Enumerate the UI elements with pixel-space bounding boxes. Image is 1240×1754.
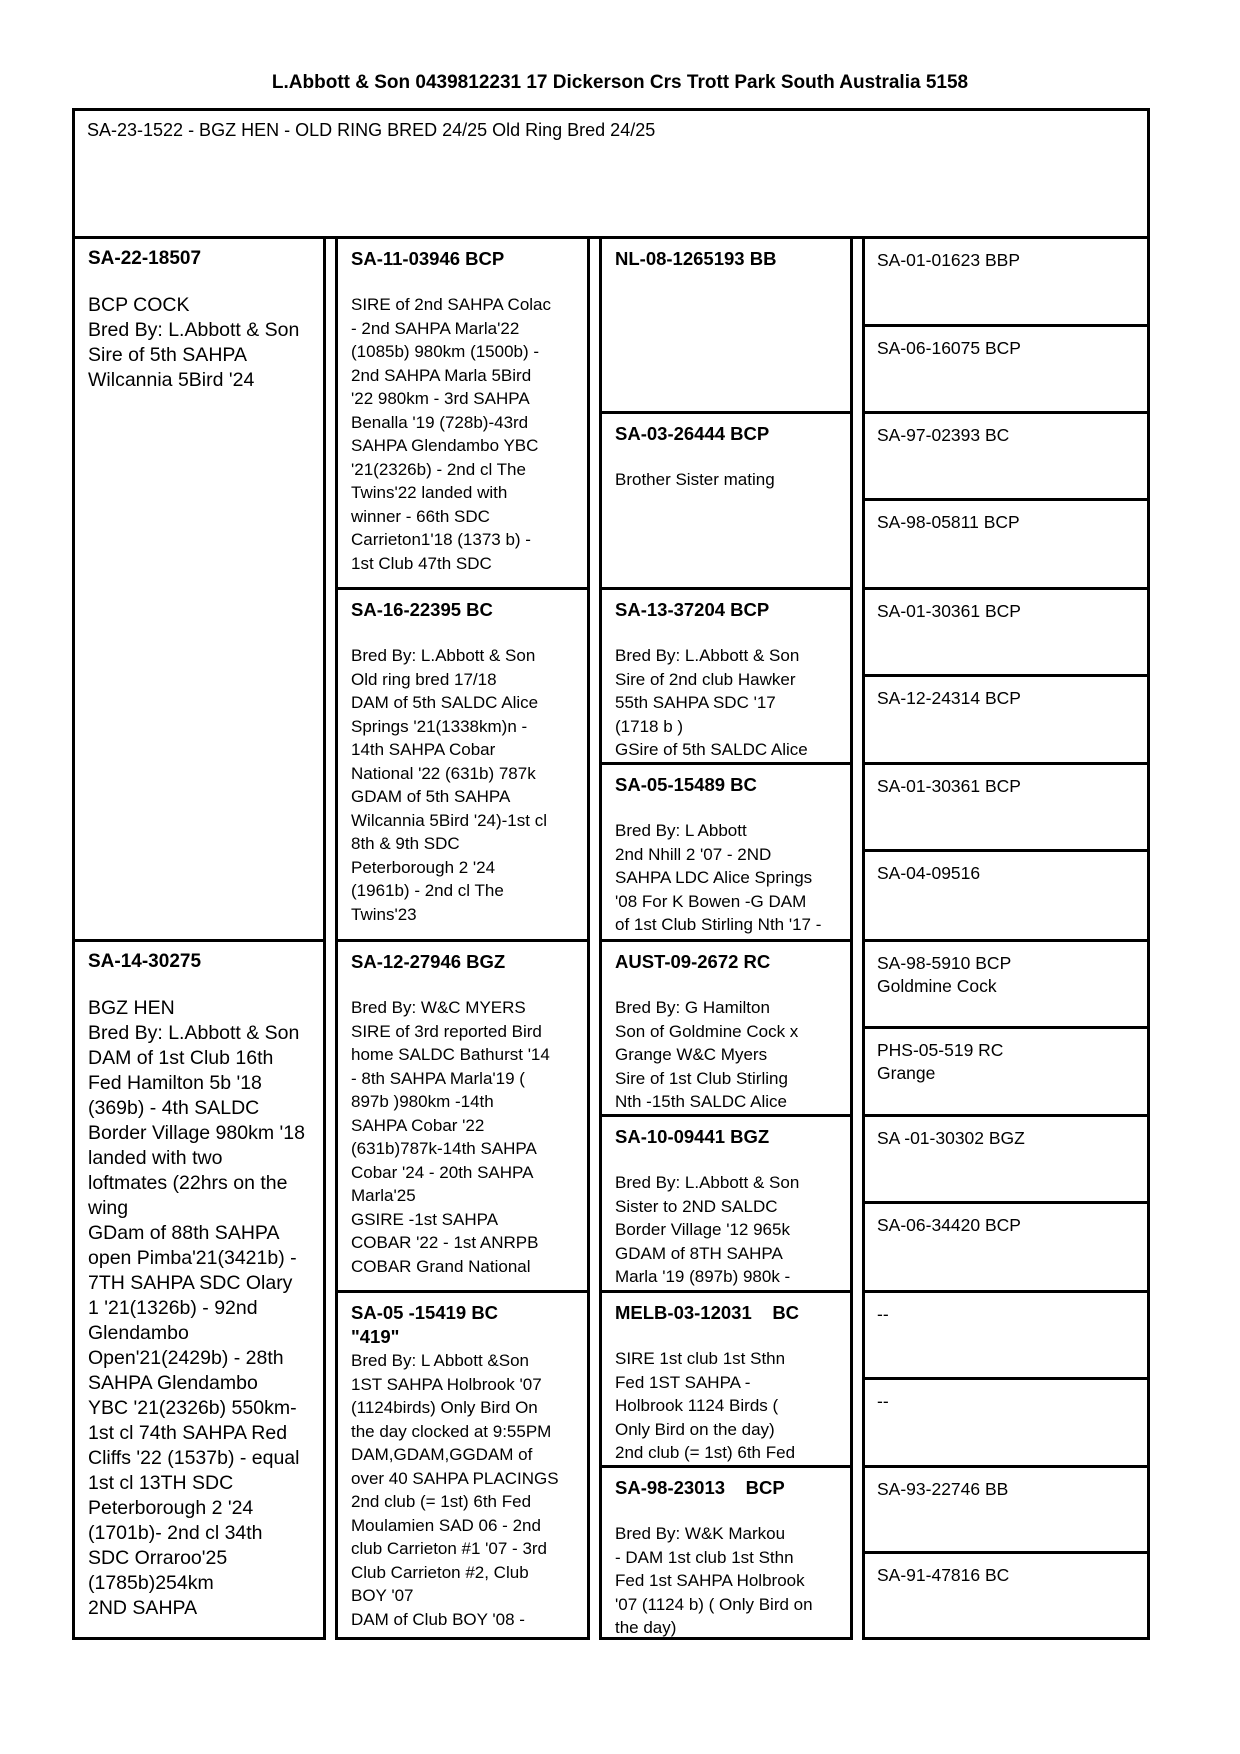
pedigree-ggg-parent <box>862 939 1150 1029</box>
ring-id: SA-16-22395 BC <box>351 599 493 620</box>
pedigree-grandparent <box>335 939 590 1293</box>
pedigree-ggg-parent <box>862 1290 1150 1380</box>
ring-id: SA-11-03946 BCP <box>351 248 505 269</box>
ring-id: SA-12-27946 BGZ <box>351 951 506 972</box>
page-title: L.Abbott & Son 0439812231 17 Dickerson Crs Trott Park South Australia 5158 <box>271 72 969 93</box>
ring-id: SA -01-30302 BGZ <box>877 1128 1025 1148</box>
ring-id: SA-06-34420 BCP <box>877 1215 1021 1235</box>
bird-description: BGZ HEN Bred By: L.Abbott & Son DAM of 1st Club 16th Fed Hamilton 5b '18 (369b) - 4th SALDC Border Village 980km '18 landed with two loftmates (22hrs on the wing GDam of 88th SAHPA open Pimba'21(3421b) - 7TH SAHPA SDC Olary 1 '21(1326b) - 92nd Glendambo Open'21(2429b) - 28th SAHPA Glendambo YBC '21(2326b) 550km- 1st cl 74th SAHPA Red Cliffs '22 (1537b) - equal 1st cl 13TH SDC Peterborough 2 '24 (1701b)- 2nd cl 34th SDC Orraroo'25 (1785b)254km 2ND SAHPA <box>88 997 305 1619</box>
pedigree-ggg-parent <box>862 1201 1150 1293</box>
subject-text: SA-23-1522 - BGZ HEN - OLD RING BRED 24/25 Old Ring Bred 24/25 <box>87 120 656 140</box>
pedigree-great-grandparent <box>599 587 853 765</box>
bird-description: Bred By: W&K Markou - DAM 1st club 1st Sthn Fed 1st SAHPA Holbrook '07 (1124 b) ( Only Bird on the day) <box>615 1524 813 1637</box>
ring-id: -- <box>877 1391 889 1411</box>
ring-id: -- <box>877 1304 889 1324</box>
ring-id: SA-10-09441 BGZ <box>615 1126 770 1147</box>
pedigree-ggg-parent <box>862 1026 1150 1117</box>
pedigree-ggg-parent <box>862 236 1150 327</box>
pedigree-great-grandparent <box>599 1290 853 1468</box>
bird-description: Bred By: L Abbott &Son 1ST SAHPA Holbrook '07 (1124birds) Only Bird On the day clocked at 9:55PM DAM,GDAM,GGDAM of over 40 SAHPA PLACINGS 2nd club (= 1st) 6th Fed Moulamien SAD 06 - 2nd club Carrieton #1 '07 - 3rd Club Carrieton #2, Club BOY '07 DAM of Club BOY '08 - <box>351 1351 559 1629</box>
ring-id: SA-04-09516 <box>877 863 981 883</box>
pedigree-ggg-parent <box>862 1465 1150 1554</box>
pedigree-great-grandparent <box>599 411 853 590</box>
ring-id: SA-06-16075 BCP <box>877 338 1021 358</box>
pedigree-ggg-parent <box>862 849 1150 942</box>
bird-description: Bred By: L.Abbott & Son Old ring bred 17/18 DAM of 5th SALDC Alice Springs '21(1338km)n - 14th SAHPA Cobar National '22 (631b) 787k GDAM of 5th SAHPA Wilcannia 5Bird '24)-1st cl 8th & 9th SDC Peterborough 2 '24 (1961b) - 2nd cl The Twins'23 <box>351 646 547 924</box>
ring-id: SA-01-30361 BCP <box>877 776 1021 796</box>
bird-description: SIRE 1st club 1st Sthn Fed 1ST SAHPA - Holbrook 1124 Birds ( Only Bird on the day) 2nd club (= 1st) 6th Fed <box>615 1349 796 1462</box>
pedigree-dam <box>72 939 326 1640</box>
pedigree-great-grandparent <box>599 939 853 1117</box>
bird-description: Bred By: L.Abbott & Son Sire of 2nd club Hawker 55th SAHPA SDC '17 (1718 b ) GSire of 5th SALDC Alice <box>615 646 808 759</box>
ring-id: SA-93-22746 BB <box>877 1479 1009 1499</box>
pedigree-ggg-parent <box>862 411 1150 501</box>
pedigree-ggg-parent <box>862 1114 1150 1204</box>
pedigree-ggg-parent <box>862 498 1150 590</box>
ring-id: SA-01-01623 BBP <box>877 250 1021 270</box>
ring-id: SA-13-37204 BCP <box>615 599 770 620</box>
pedigree-ggg-parent <box>862 324 1150 414</box>
ring-id: SA-05 -15419 BC "419" <box>351 1302 499 1347</box>
ring-id: MELB-03-12031 BC <box>615 1302 800 1323</box>
pedigree-ggg-parent <box>862 587 1150 677</box>
ring-id: SA-03-26444 BCP <box>615 423 770 444</box>
bird-description: BCP COCK Bred By: L.Abbott & Son Sire of 5th SAHPA Wilcannia 5Bird '24 <box>88 294 300 391</box>
bird-description: Bred By: W&C MYERS SIRE of 3rd reported Bird home SALDC Bathurst '14 - 8th SAHPA Marla'19 ( 897b )980km -14th SAHPA Cobar '22 (631b)787k-14th SAHPA Cobar '24 - 20th SAHPA Marla'25 GSIRE -1st SAHPA COBAR '22 - 1st ANRPB COBAR Grand National <box>351 998 550 1276</box>
ring-id: SA-97-02393 BC <box>877 425 1010 445</box>
pedigree-great-grandparent <box>599 1465 853 1640</box>
pedigree-grandparent <box>335 1290 590 1640</box>
ring-id: AUST-09-2672 RC <box>615 951 771 972</box>
pedigree-ggg-parent <box>862 1551 1150 1640</box>
ring-id: SA-05-15489 BC <box>615 774 757 795</box>
ring-id: PHS-05-519 RC Grange <box>877 1040 1004 1083</box>
pedigree-sire <box>72 236 326 942</box>
ring-id: SA-12-24314 BCP <box>877 688 1021 708</box>
ring-id: SA-98-5910 BCP Goldmine Cock <box>877 953 1012 996</box>
ring-id: SA-91-47816 BC <box>877 1565 1010 1585</box>
subject-box <box>72 108 1150 239</box>
ring-id: SA-98-05811 BCP <box>877 512 1020 532</box>
pedigree-great-grandparent <box>599 236 853 414</box>
pedigree-ggg-parent <box>862 674 1150 765</box>
ring-id: SA-01-30361 BCP <box>877 601 1021 621</box>
bird-description: SIRE of 2nd SAHPA Colac - 2nd SAHPA Marla'22 (1085b) 980km (1500b) - 2nd SAHPA Marla 5Bird '22 980km - 3rd SAHPA Benalla '19 (728b)-43rd SAHPA Glendambo YBC '21(2326b) - 2nd cl The Twins'22 landed with winner - 66th SDC Carrieton1'18 (1373 b) - 1st Club 47th SDC <box>351 295 552 573</box>
pedigree-ggg-parent <box>862 1377 1150 1468</box>
ring-id: SA-22-18507 <box>88 248 202 269</box>
pedigree-grandparent <box>335 587 590 942</box>
pedigree-grandparent <box>335 236 590 590</box>
bird-description: Bred By: L Abbott 2nd Nhill 2 '07 - 2ND SAHPA LDC Alice Springs '08 For K Bowen -G DAM of 1st Club Stirling Nth '17 - <box>615 821 822 934</box>
bird-description: Brother Sister mating <box>615 470 775 489</box>
ring-id: NL-08-1265193 BB <box>615 248 777 269</box>
bird-description: Bred By: G Hamilton Son of Goldmine Cock x Grange W&C Myers Sire of 1st Club Stirling Nth -15th SALDC Alice <box>615 998 799 1111</box>
pedigree-great-grandparent <box>599 1114 853 1293</box>
pedigree-ggg-parent <box>862 762 1150 852</box>
bird-description: Bred By: L.Abbott & Son Sister to 2ND SALDC Border Village '12 965k GDAM of 8TH SAHPA Marla '19 (897b) 980k - <box>615 1173 800 1286</box>
pedigree-great-grandparent <box>599 762 853 942</box>
ring-id: SA-14-30275 <box>88 951 202 972</box>
ring-id: SA-98-23013 BCP <box>615 1477 785 1498</box>
